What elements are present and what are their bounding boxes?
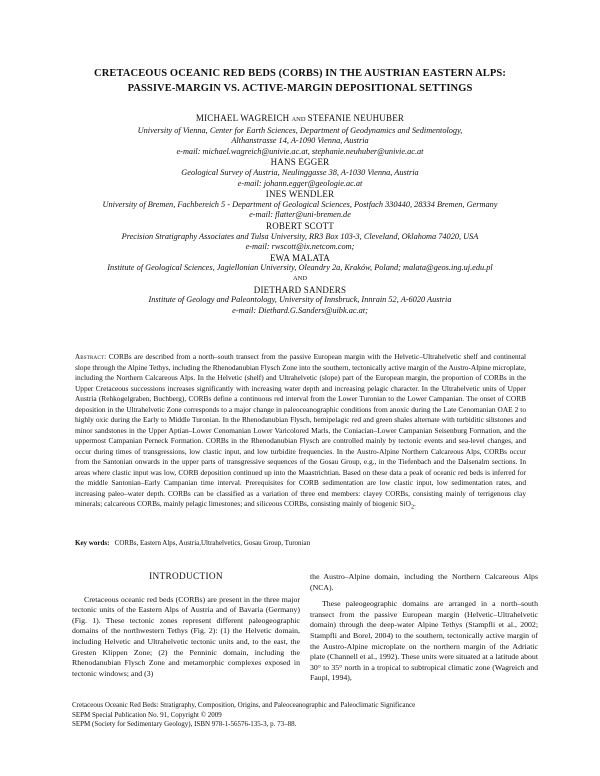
author-name: EWA MALATA	[269, 252, 331, 263]
body-paragraph: the Austro–Alpine domain, including the Northern Calcareous Alps (NCA).	[310, 572, 538, 592]
title-line-2: PASSIVE-MARGIN VS. ACTIVE-MARGIN DEPOSITIONAL SETTINGS	[127, 83, 473, 94]
author-name: INES WENDLER	[265, 189, 335, 200]
author-name: MICHAEL WAGREICH	[195, 113, 290, 123]
author-and: AND	[291, 116, 306, 123]
author-email: e-mail: flatter@uni-bremen.de	[249, 210, 351, 220]
author-name: STEFANIE NEUHUBER	[307, 113, 405, 123]
title-line-1: CRETACEOUS OCEANIC RED BEDS (CORBS) IN THE AUSTRIAN EASTERN ALPS:	[94, 68, 506, 79]
author-affiliation: Institute of Geological Sciences, Jagiellonian University, Oleandry 2a, Kraków, Poland; malata@geos.ing.uj.edu.pl	[107, 263, 493, 273]
author-email: e-mail: johann.egger@geologie.ac.at	[237, 178, 363, 188]
author-name: DIETHARD SANDERS	[253, 284, 347, 295]
author-affiliation: Precision Stratigraphy Associates and Tulsa University, RR3 Box 103-3, Cleveland, Oklahoma 74020, USA	[121, 231, 479, 241]
footer-line: SEPM (Society for Sedimentary Geology), ISBN 978-1-56576-135-3, p. 73–88.	[72, 720, 297, 729]
abstract-label: Abstract:	[75, 353, 107, 361]
footer	[72, 701, 542, 730]
keywords-text: CORBs, Eastern Alps, Austria,Ultrahelvetics, Gosau Group, Turonian	[114, 539, 311, 547]
right-column	[310, 572, 538, 684]
author-name: ROBERT SCOTT	[266, 220, 334, 231]
author-email: e-mail: michael.wagreich@univie.ac.at, stephanie.neuhuber@univie.ac.at	[176, 146, 424, 156]
author-affiliation: University of Vienna, Center for Earth Sciences, Department of Geodynamics and Sedimentology,	[137, 125, 463, 135]
keywords	[75, 538, 526, 548]
section-heading: INTRODUCTION	[149, 572, 223, 582]
footer-line: Cretaceous Oceanic Red Beds: Stratigraphy, Composition, Origins, and Paleoceanographic and Paleoclimatic Significance	[72, 701, 416, 709]
body-paragraph: Cretaceous oceanic red beds (CORBs) are present in the three major tectonic units of the Eastern Alps of Austria and of Bavaria (Germany) (Fig. 1). These tectonic zones represent different paleogeographic domains of the northwestern Tethys (Fig. 2): (1) the Helvetic domain, including Helvetic and Ultrahelvetic tectonic units and, to the east, the Gresten Klippen Zone; (2) the Penninic domain, including the Rhenodanubian Flysch Zone and metamorphic complexes exposed in tectonic windows; and (3)	[72, 594, 300, 678]
author-line-1	[40, 113, 560, 126]
abstract	[75, 352, 526, 513]
author-and: AND	[292, 274, 308, 282]
author-email: e-mail: rwscott@ix.netcom.com;	[245, 242, 355, 252]
paper-title	[40, 66, 560, 96]
body-paragraph: These paleogeographic domains are arranged in a north–south transect from the passive European margin (Helvetic–Ultrahelvetic domain) through the deep-water Alpine Tethys (Stampfli et al., 2002; Stampfli and Borel, 2004) to the southern, tectonically active margin of the Austro-Alpine microplate on the northern margin of the Adriatic plate (Channell et al., 1992). These units were situated at a latitude about 30° to 35° north in a tropical to subtropical climatic zone (Wagreich and Faupl, 1994),	[310, 599, 538, 683]
footer-line: SEPM Special Publication No. 91, Copyright © 2009	[72, 710, 222, 719]
abstract-text: CORBs are described from a north–south transect from the passive European margin with the Helvetic–Ultrahelvetic shelf and continental slope through the Alpine Tethys, including the Rhenodanubian Flysch Zone into the southern, tectonically active margin of the Austro-Alpine microplate, including the Northern Calcareous Alps. In the Helvetic (shelf) and Ultrahelvetic (slope) part of the European margin, the proportion of CORBs in the Upper Cretaceous successions increases significantly with increasing water depth and increasing pelagic character. In the Ultrahelvetic units of Upper Austria (Rehkogelgraben, Buchberg), CORBs define a continuous red interval from the Lower Turonian to the Lower Campanian. The onset of CORB deposition in the Ultrahelvetic Zone corresponds to a major change in paleoceanographic conditions from anoxic during the Late Cenomanian OAE 2 to highly oxic during the Early to Middle Turonian. In the Rhenodanubian Flysch, hemipelagic red and green shales alternate with turbiditic siltstones and minor sandstones in the Upper Aptian–Lower Cenomanian Lower Varicolored Marls, the Coniacian–Lower Campanian Seisenburg Formation, and the uppermost Campanian Perneck Formation. CORBs in the Rhenodanubian Flysch are controlled mainly by tectonic events and sea-level changes, and occur during times of transgressions, low clastic input, and low turbidite frequencies. In the Austro-Alpine Northern Calcareous Alps, CORBs occur from the Santonian onwards in the upper parts of transgressive sequences of the Gosau Group, e.g., in the Tiefenbach and the Dalsenalm sections. In areas where clastic input was low, CORB deposition continued up into the Maastrichtian. Based on these data a peak of oceanic red beds is inferred for the middle Santonian–Early Campanian time interval. Prerequisites for CORB sedimentation are low clastic input, low sedimentation rates, and increasing paleo–water depth. CORBs can be classified as a variation of three end members: clayey CORBs, consisting mainly of terrigenous clay minerals; calcareous CORBs, mainly pelagic limestones; and siliceous CORBs, consisting mainly of biogenic SiO	[75, 352, 526, 508]
abstract-subscript: 2	[410, 504, 414, 511]
author-affiliation: Althanstrasse 14, A-1090 Vienna, Austria	[231, 136, 369, 146]
author-name: HANS EGGER	[270, 157, 330, 168]
author-affiliation: University of Bremen, Fachbereich 5 - Department of Geological Sciences, Postfach 330440, 28334 Bremen, Germany	[102, 199, 498, 209]
left-column	[72, 572, 300, 679]
author-block	[40, 113, 560, 316]
author-email: e-mail: Diethard.G.Sanders@uibk.ac.at;	[232, 305, 368, 315]
author-affiliation: Institute of Geology and Paleontology, University of Innsbruck, Innrain 52, A-6020 Austria	[148, 295, 452, 305]
keywords-label: Key words:	[75, 539, 110, 547]
author-affiliation: Geological Survey of Austria, Neulinggasse 38, A-1030 Vienna, Austria	[181, 167, 419, 177]
abstract-tail: .	[414, 499, 416, 508]
